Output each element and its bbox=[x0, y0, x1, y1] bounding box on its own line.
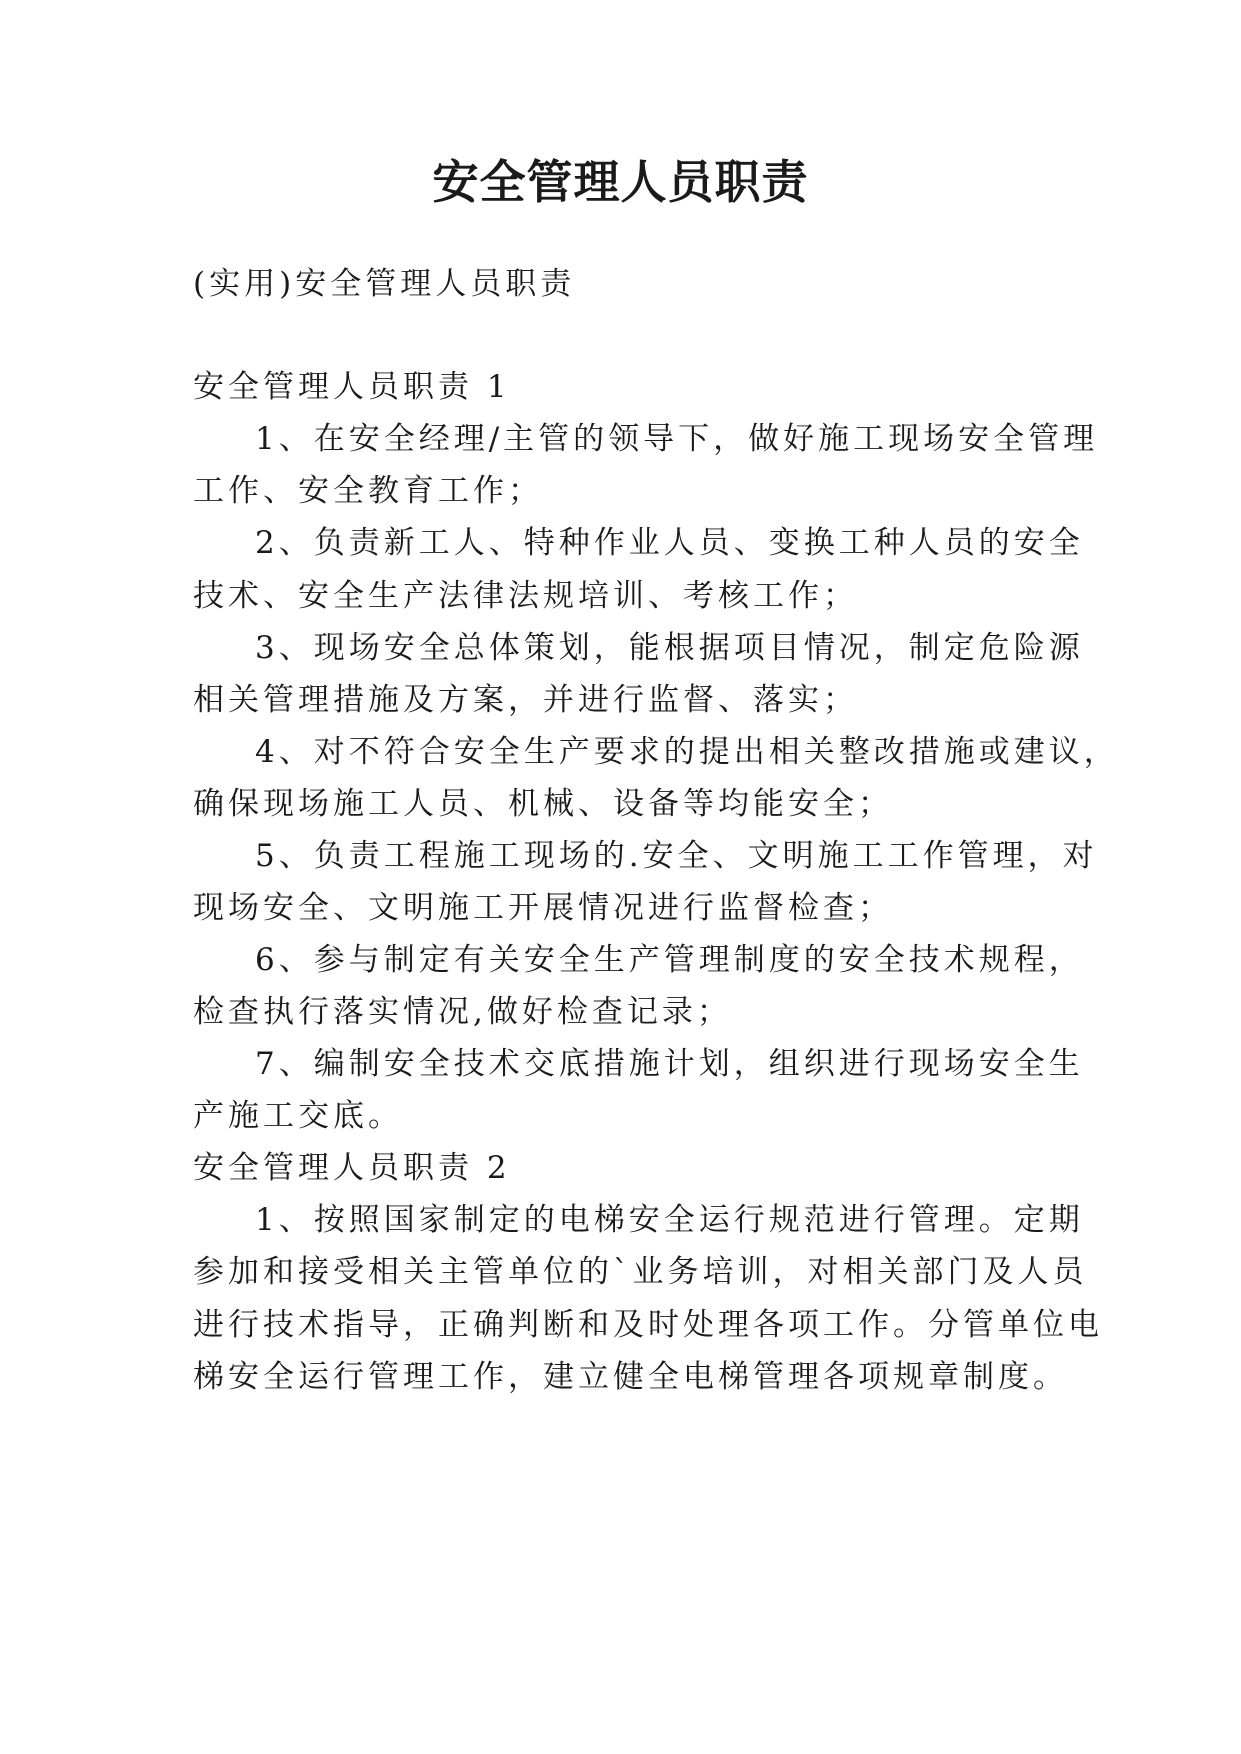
section-1-item-4-line-2: 确保现场施工人员、机械、设备等均能安全； bbox=[193, 786, 893, 822]
section-2-item-1-line-2: 参加和接受相关主管单位的`业务培训，对相关部门及人员 bbox=[193, 1254, 1088, 1290]
section-2-item-1-line-3: 进行技术指导，正确判断和及时处理各项工作。分管单位电 bbox=[193, 1307, 1103, 1343]
section-1-item-7-line-1: 7、编制安全技术交底措施计划，组织进行现场安全生 bbox=[255, 1046, 1084, 1082]
section-1-item-5-line-1: 5、负责工程施工现场的.安全、文明施工工作管理，对 bbox=[255, 838, 1098, 874]
section-1-item-5-line-2: 现场安全、文明施工开展情况进行监督检查； bbox=[193, 890, 893, 926]
document-subtitle: (实用)安全管理人员职责 bbox=[193, 266, 576, 302]
section-1-item-3-line-2: 相关管理措施及方案，并进行监督、落实； bbox=[193, 682, 858, 718]
section-1-item-1-line-2: 工作、安全教育工作； bbox=[193, 473, 543, 509]
section-2-item-1-line-4: 梯安全运行管理工作，建立健全电梯管理各项规章制度。 bbox=[193, 1359, 1068, 1395]
section-1-item-6-line-1: 6、参与制定有关安全生产管理制度的安全技术规程， bbox=[255, 942, 1084, 978]
section-2-heading: 安全管理人员职责 2 bbox=[193, 1150, 511, 1186]
section-1-item-6-line-2: 检查执行落实情况,做好检查记录； bbox=[193, 994, 732, 1030]
section-1-heading: 安全管理人员职责 1 bbox=[193, 369, 511, 405]
section-1-item-4-line-1: 4、对不符合安全生产要求的提出相关整改措施或建议， bbox=[255, 734, 1119, 770]
section-1-item-2-line-2: 技术、安全生产法律法规培训、考核工作； bbox=[193, 578, 858, 614]
section-1-item-2-line-1: 2、负责新工人、特种作业人员、变换工种人员的安全 bbox=[255, 525, 1084, 561]
section-1-item-7-line-2: 产施工交底。 bbox=[193, 1098, 403, 1134]
section-2-item-1-line-1: 1、按照国家制定的电梯安全运行规范进行管理。定期 bbox=[255, 1202, 1084, 1238]
section-1-item-3-line-1: 3、现场安全总体策划，能根据项目情况，制定危险源 bbox=[255, 630, 1084, 666]
document-title: 安全管理人员职责 bbox=[432, 155, 809, 209]
section-1-item-1-line-1: 1、在安全经理/主管的领导下，做好施工现场安全管理 bbox=[255, 421, 1099, 457]
